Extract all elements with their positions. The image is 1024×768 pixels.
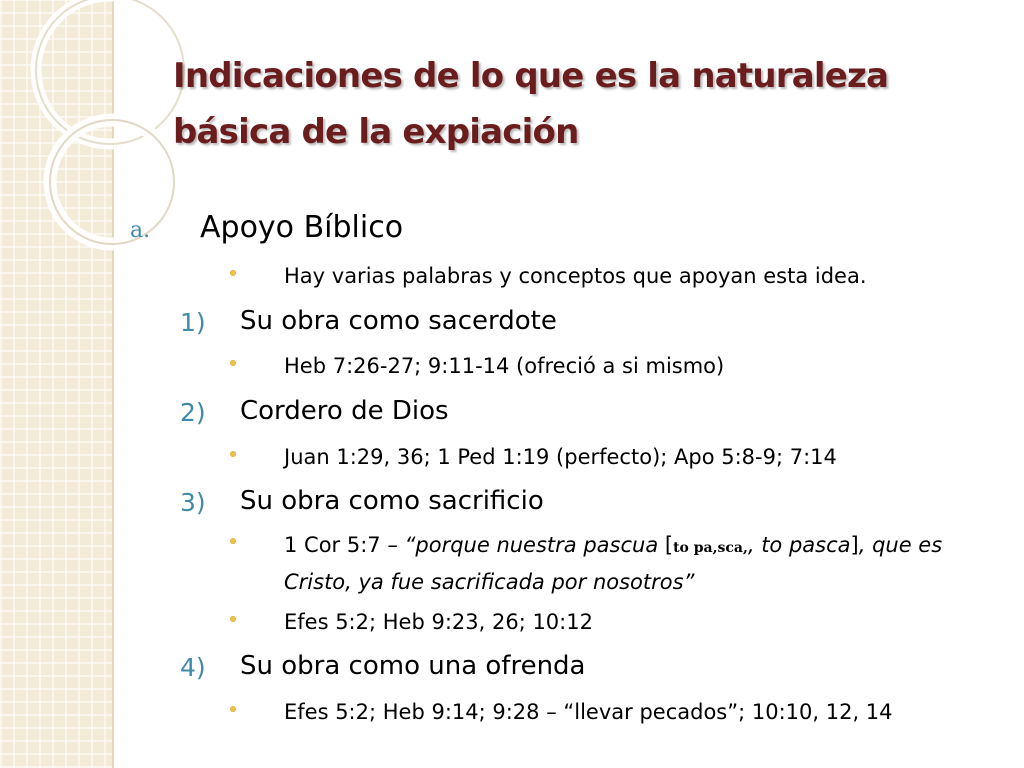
bullet-icon: [230, 360, 236, 366]
section-bullet-text: Hay varias palabras y conceptos que apoyan esta idea.: [284, 264, 867, 288]
item-number: 3): [180, 488, 206, 517]
item-label: Su obra como una ofrenda: [240, 651, 586, 681]
quote-text: “porque nuestra pascua: [404, 533, 665, 557]
item-label: Su obra como sacrificio: [240, 486, 544, 516]
quote-text-end: , que es: [858, 533, 943, 557]
bullet-icon: [230, 270, 236, 276]
bullet-icon: [230, 706, 236, 712]
item-number: 4): [180, 653, 206, 682]
bullet-icon: [230, 616, 236, 622]
item-label: Cordero de Dios: [240, 396, 449, 426]
item-number: 2): [180, 398, 206, 427]
bullet-icon: [230, 451, 236, 457]
item-quote-line-2: Cristo, ya fue sacrificada por nosotros”: [284, 570, 695, 594]
bullet-icon: [230, 538, 236, 544]
slide-title: [173, 48, 1003, 160]
section-marker: a.: [130, 218, 151, 243]
item-reference: Juan 1:29, 36; 1 Ped 1:19 (perfecto); Apo 5:8-9; 7:14: [284, 445, 837, 469]
quote-bracket-close: ]: [850, 533, 859, 557]
section-heading: Apoyo Bíblico: [200, 210, 404, 245]
quote-transliteration: , to pasca: [747, 533, 851, 557]
quote-bracket-open: [: [664, 533, 674, 557]
item-reference: Efes 5:2; Heb 9:23, 26; 10:12: [284, 610, 593, 634]
greek-term: to pa,sca,: [673, 540, 748, 556]
item-reference: Heb 7:26-27; 9:11-14 (ofreció a si mismo): [284, 354, 725, 378]
slide-title-line-2: básica de la expiación: [173, 112, 579, 152]
item-reference: Efes 5:2; Heb 9:14; 9:28 – “llevar pecados”; 10:10, 12, 14: [284, 700, 893, 724]
item-label: Su obra como sacerdote: [240, 306, 557, 336]
item-number: 1): [180, 308, 206, 337]
quote-prefix: 1 Cor 5:7 –: [284, 533, 405, 557]
slide-title-line-1: Indicaciones de lo que es la naturaleza: [173, 56, 889, 96]
item-quote-line-1: [284, 526, 942, 567]
decorative-rings: [0, 0, 200, 300]
